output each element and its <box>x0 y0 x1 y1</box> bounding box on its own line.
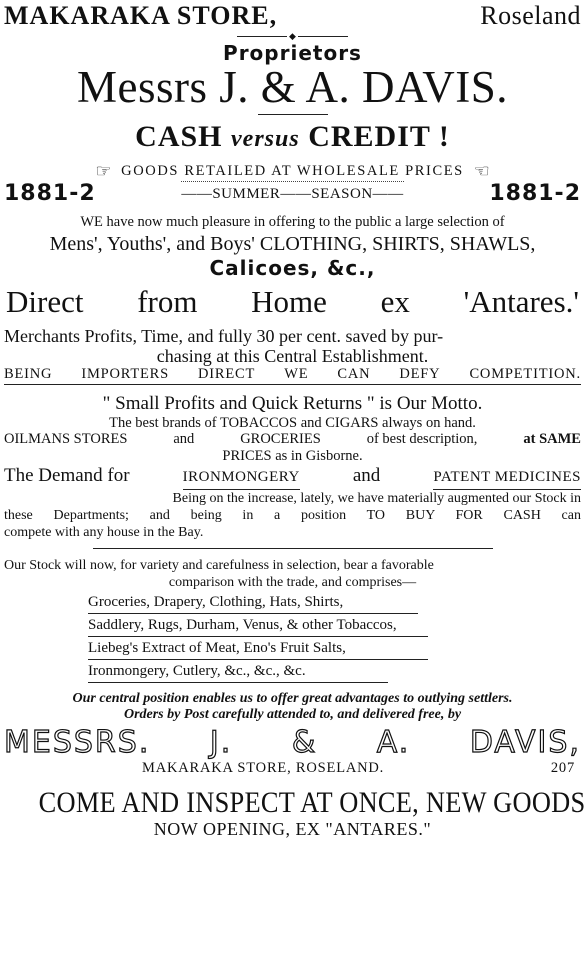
stock-line-2: comparison with the trade, and comprises— <box>168 575 417 590</box>
proprietor-names: Messrs J. & A. DAVIS. <box>77 62 508 112</box>
diamond-icon: ◆ <box>289 30 296 41</box>
versus-word: versus <box>231 126 300 152</box>
address-line <box>4 759 581 777</box>
list-item: Ironmongery, Cutlery, &c., &c., &c. <box>88 660 388 683</box>
outline-word: DAVIS, <box>469 725 581 760</box>
pointing-hand-icon: ☞ <box>471 161 490 181</box>
motto-line: " Small Profits and Quick Returns " is Our Motto. <box>102 393 483 414</box>
season-line <box>4 181 581 206</box>
central-position-line: Our central position enables us to offer great advantages to outlying settlers. <box>72 691 513 706</box>
wholesale-prices-line <box>4 161 581 181</box>
increase-line: compete with any house in the Bay. <box>4 525 204 540</box>
oilmans-segment: at SAME <box>523 431 581 447</box>
direct-word: ex <box>380 284 410 319</box>
outline-word: MESSRS. <box>4 725 151 760</box>
outline-word: A. <box>376 725 411 760</box>
advertisement <box>0 2 585 961</box>
season-year-left: 1881-2 <box>4 180 96 206</box>
increase-paragraph <box>4 490 581 541</box>
demand-and: and <box>352 465 381 486</box>
season-label: ——SUMMER——SEASON—— <box>181 181 403 206</box>
importers-word: COMPETITION. <box>469 366 581 382</box>
increase-line: these Departments; and being in a position TO BUY FOR CASH can <box>4 508 581 523</box>
list-item: Saddlery, Rugs, Durham, Venus, & other Tobaccos, <box>88 614 428 637</box>
divider <box>93 548 493 549</box>
importers-word: BEING <box>4 366 53 382</box>
importers-line <box>4 366 581 385</box>
now-opening-line: NOW OPENING, EX "ANTARES." <box>153 819 432 839</box>
list-item: Liebeg's Extract of Meat, Eno's Fruit Salts, <box>88 637 428 660</box>
increase-line: Being on the increase, lately, we have materially augmented our Stock in <box>172 491 581 506</box>
calicoes-line: Calicoes, &c., <box>209 256 376 280</box>
direct-from-home-line <box>4 284 581 320</box>
messrs-davis-outline <box>4 727 581 759</box>
patent-medicines-label: PATENT MEDICINES <box>433 465 581 490</box>
cash-word: CASH <box>135 120 223 153</box>
demand-text: The Demand for <box>4 465 130 486</box>
merchants-profits-line: Merchants Profits, Time, and fully 30 per cent. saved by pur- <box>4 326 444 346</box>
clothing-line: Mens', Youths', and Boys' CLOTHING, SHIRTS, SHAWLS, <box>49 233 536 255</box>
orders-line: Orders by Post carefully attended to, and delivered free, by <box>123 707 462 722</box>
oilmans-segment: GROCERIES <box>240 431 321 447</box>
intro-text: WE have now much pleasure in offering to the public a large selection of <box>80 214 505 230</box>
outline-word: & <box>291 725 318 760</box>
demand-line <box>4 464 581 490</box>
come-inspect-line: COME AND INSPECT AT ONCE, NEW GOODS <box>38 786 585 819</box>
stock-items-list <box>4 591 581 683</box>
tobaccos-line: The best brands of TOBACCOS and CIGARS always on hand. <box>109 415 476 431</box>
oilmans-segment: and <box>173 431 195 447</box>
importers-word: DIRECT <box>198 366 256 382</box>
outline-word: J. <box>209 725 233 760</box>
wholesale-prices-text: GOODS RETAILED AT WHOLESALE PRICES <box>121 163 464 179</box>
prices-line: PRICES as in Gisborne. <box>222 448 363 464</box>
direct-word: Home <box>251 284 327 319</box>
list-item: Groceries, Drapery, Clothing, Hats, Shirts, <box>88 591 418 614</box>
oilmans-line <box>4 431 581 448</box>
importers-word: CAN <box>337 366 371 382</box>
credit-word: CREDIT ! <box>308 120 450 153</box>
store-address: MAKARAKA STORE, ROSELAND. <box>142 760 385 776</box>
cash-versus-credit <box>4 119 581 157</box>
store-location: Roseland <box>480 1 581 30</box>
proprietors-heading: Proprietors <box>223 41 362 65</box>
store-name: MAKARAKA STORE, <box>4 1 278 30</box>
direct-word: 'Antares.' <box>463 284 579 319</box>
season-year-right: 1881-2 <box>489 180 581 206</box>
stock-line: Our Stock will now, for variety and carefulness in selection, bear a favorable <box>4 558 434 573</box>
direct-word: from <box>137 284 198 319</box>
direct-word: Direct <box>6 284 84 319</box>
importers-word: IMPORTERS <box>81 366 170 382</box>
store-heading <box>4 2 581 30</box>
importers-word: WE <box>284 366 309 382</box>
importers-word: DEFY <box>399 366 441 382</box>
ad-number: 207 <box>550 760 575 776</box>
ironmongery-label: IRONMONGERY <box>183 465 300 490</box>
divider <box>258 114 328 115</box>
oilmans-segment: of best description, <box>366 431 478 447</box>
pointing-hand-icon: ☞ <box>95 161 114 181</box>
oilmans-segment: OILMANS STORES <box>4 431 128 447</box>
merchants-profits-line-2: chasing at this Central Establishment. <box>156 346 429 366</box>
